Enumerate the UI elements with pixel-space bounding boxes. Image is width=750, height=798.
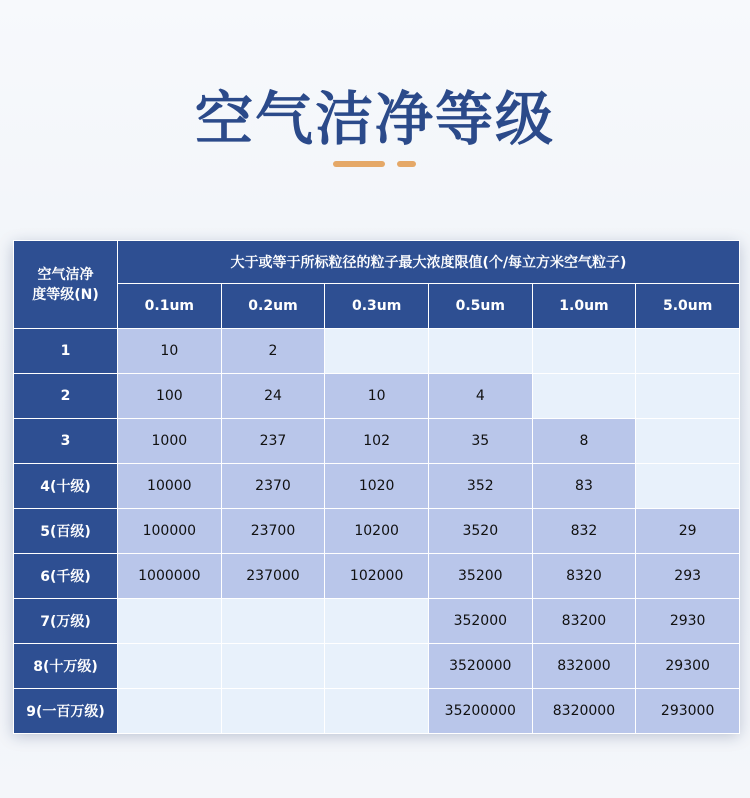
value-cell: 83200	[532, 599, 636, 644]
value-cell: 10	[325, 374, 429, 419]
value-cell: 35200000	[428, 689, 532, 734]
value-cell: 237000	[221, 554, 325, 599]
table-row	[14, 689, 740, 734]
empty-cell	[636, 419, 740, 464]
empty-cell	[118, 644, 222, 689]
level-header-line2: 度等级(N)	[32, 286, 99, 303]
empty-cell	[428, 329, 532, 374]
size-header-3: 0.5um	[428, 284, 532, 329]
value-cell: 83	[532, 464, 636, 509]
empty-cell	[532, 329, 636, 374]
value-cell: 10200	[325, 509, 429, 554]
value-cell: 100	[118, 374, 222, 419]
value-cell: 832000	[532, 644, 636, 689]
empty-cell	[221, 644, 325, 689]
value-cell: 8	[532, 419, 636, 464]
title-underline-short	[397, 161, 416, 167]
value-cell: 352	[428, 464, 532, 509]
empty-cell	[221, 689, 325, 734]
level-label: 2	[14, 374, 118, 419]
value-cell: 8320	[532, 554, 636, 599]
value-cell: 29300	[636, 644, 740, 689]
value-cell: 2930	[636, 599, 740, 644]
empty-cell	[325, 644, 429, 689]
value-cell: 1000000	[118, 554, 222, 599]
value-cell: 293	[636, 554, 740, 599]
value-cell: 10000	[118, 464, 222, 509]
table-row	[14, 599, 740, 644]
cleanliness-table-container	[13, 240, 739, 732]
size-header-0: 0.1um	[118, 284, 222, 329]
table-row	[14, 464, 740, 509]
size-header-4: 1.0um	[532, 284, 636, 329]
value-cell: 1000	[118, 419, 222, 464]
empty-cell	[636, 464, 740, 509]
value-cell: 293000	[636, 689, 740, 734]
value-cell: 29	[636, 509, 740, 554]
value-cell: 10	[118, 329, 222, 374]
value-cell: 832	[532, 509, 636, 554]
table-row	[14, 329, 740, 374]
value-cell: 102000	[325, 554, 429, 599]
level-label: 1	[14, 329, 118, 374]
value-cell: 2	[221, 329, 325, 374]
level-label: 8(十万级)	[14, 644, 118, 689]
size-header-2: 0.3um	[325, 284, 429, 329]
value-cell: 8320000	[532, 689, 636, 734]
value-cell: 3520000	[428, 644, 532, 689]
level-column-header	[14, 241, 118, 329]
value-cell: 1020	[325, 464, 429, 509]
table-row	[14, 554, 740, 599]
page-title: 空气洁净等级	[194, 85, 555, 153]
level-label: 5(百级)	[14, 509, 118, 554]
value-cell: 102	[325, 419, 429, 464]
value-cell: 352000	[428, 599, 532, 644]
value-cell: 3520	[428, 509, 532, 554]
level-label: 9(一百万级)	[14, 689, 118, 734]
empty-cell	[221, 599, 325, 644]
table-row	[14, 509, 740, 554]
cleanliness-table	[13, 240, 740, 734]
level-header-line1: 空气洁净	[37, 266, 94, 283]
concentration-limit-header: 大于或等于所标粒径的粒子最大浓度限值(个/每立方米空气粒子)	[118, 241, 740, 284]
empty-cell	[325, 329, 429, 374]
size-header-1: 0.2um	[221, 284, 325, 329]
level-label: 6(千级)	[14, 554, 118, 599]
value-cell: 4	[428, 374, 532, 419]
size-header-5: 5.0um	[636, 284, 740, 329]
value-cell: 24	[221, 374, 325, 419]
title-underline-long	[333, 161, 385, 167]
value-cell: 35	[428, 419, 532, 464]
empty-cell	[118, 599, 222, 644]
value-cell: 100000	[118, 509, 222, 554]
table-row	[14, 419, 740, 464]
empty-cell	[325, 689, 429, 734]
empty-cell	[636, 329, 740, 374]
empty-cell	[532, 374, 636, 419]
empty-cell	[636, 374, 740, 419]
value-cell: 237	[221, 419, 325, 464]
empty-cell	[118, 689, 222, 734]
value-cell: 23700	[221, 509, 325, 554]
table-row	[14, 644, 740, 689]
empty-cell	[325, 599, 429, 644]
level-label: 7(万级)	[14, 599, 118, 644]
table-row	[14, 374, 740, 419]
level-label: 4(十级)	[14, 464, 118, 509]
value-cell: 35200	[428, 554, 532, 599]
level-label: 3	[14, 419, 118, 464]
value-cell: 2370	[221, 464, 325, 509]
